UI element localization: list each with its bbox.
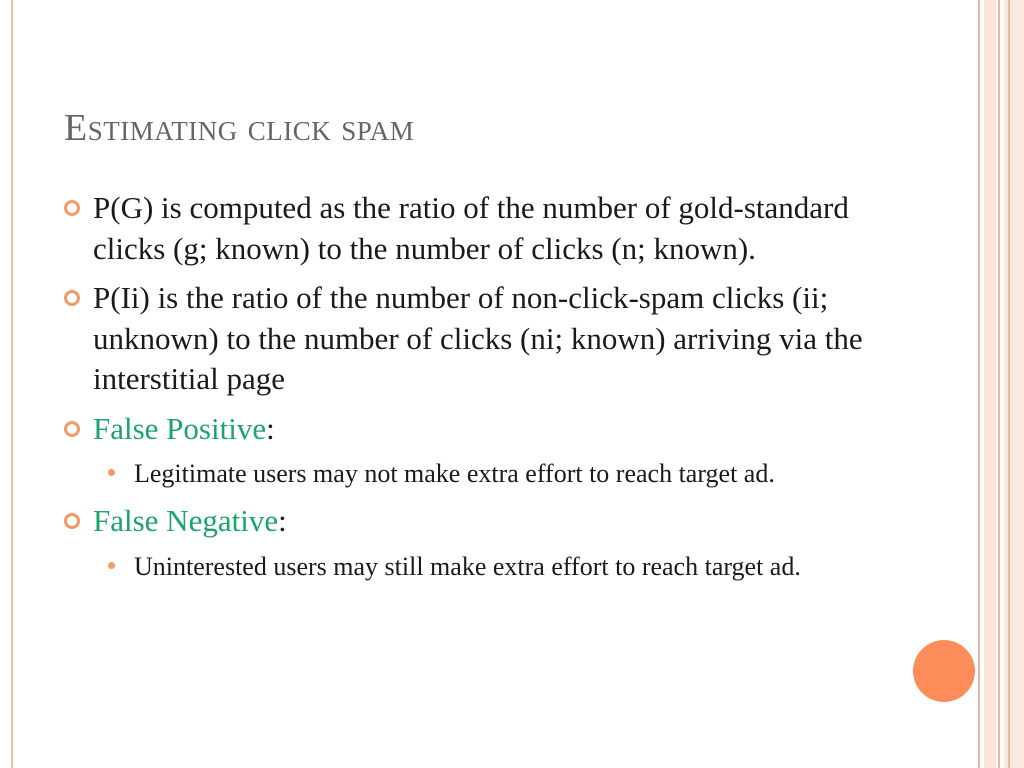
false-negative-label: False Negative bbox=[93, 503, 279, 538]
decorative-circle bbox=[913, 640, 975, 702]
sub-bullet-text: Uninterested users may still make extra effort to reach target ad. bbox=[134, 551, 801, 581]
bullet-suffix: : bbox=[266, 410, 275, 446]
sub-bullet-item bbox=[64, 456, 894, 491]
dot-bullet-icon bbox=[108, 562, 115, 569]
bullet-item bbox=[64, 278, 894, 400]
bullet-text: P(Ii) is the ratio of the number of non-click-spam clicks (ii; unknown) to the number of clicks (ni; known) arriving via the interstitial page bbox=[93, 280, 863, 396]
false-positive-label: False Positive bbox=[93, 410, 267, 446]
sub-bullet-item bbox=[64, 549, 894, 584]
stripe bbox=[1008, 0, 1010, 768]
left-border-line bbox=[11, 0, 13, 768]
ring-bullet-icon bbox=[64, 200, 80, 216]
bullet-item bbox=[64, 501, 894, 542]
stripe bbox=[998, 0, 1000, 768]
bullet-text: P(G) is computed as the ratio of the number of gold-standard clicks (g; known) to the number of clicks (n; known). bbox=[93, 190, 849, 266]
dot-bullet-icon bbox=[108, 469, 115, 476]
right-decorative-stripes bbox=[978, 0, 1024, 768]
slide-content bbox=[64, 188, 894, 594]
sub-bullet-text: Legitimate users may not make extra effort to reach target ad. bbox=[134, 459, 775, 488]
stripe bbox=[1004, 0, 1024, 768]
bullet-item bbox=[64, 409, 894, 450]
slide-title: Estimating click spam bbox=[64, 107, 415, 149]
stripe bbox=[978, 0, 980, 768]
bullet-item bbox=[64, 188, 894, 269]
ring-bullet-icon bbox=[64, 513, 80, 529]
ring-bullet-icon bbox=[64, 290, 80, 306]
ring-bullet-icon bbox=[64, 421, 80, 437]
stripe bbox=[984, 0, 996, 768]
bullet-suffix: : bbox=[278, 503, 287, 538]
